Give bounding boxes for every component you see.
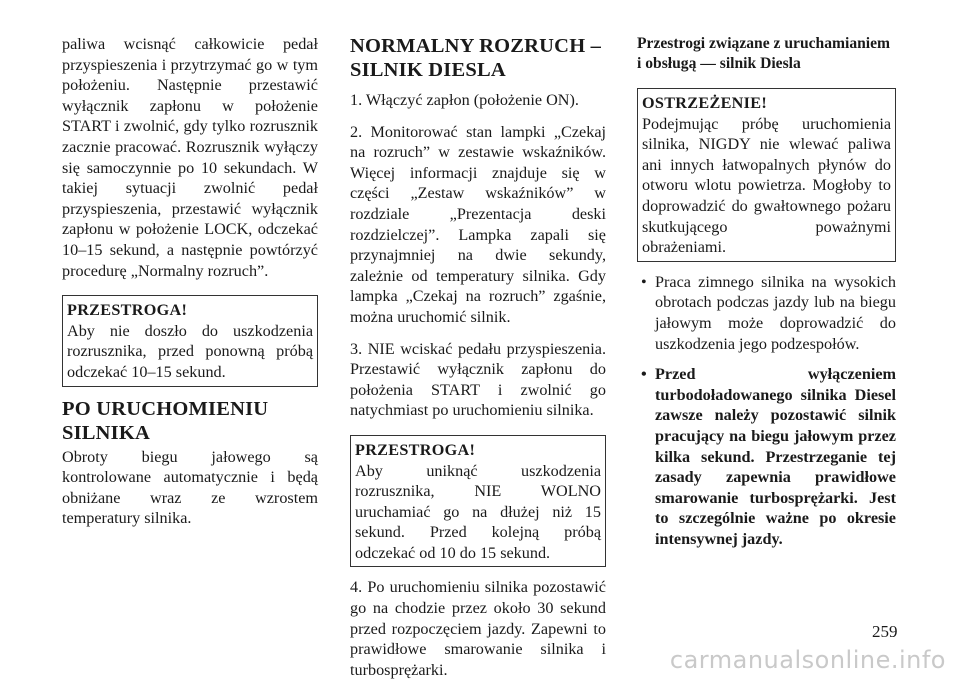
step-2: 2. Monitorować stan lampki „Czekaj na rozruch” w zestawie wskaźników. Więcej informacji znajduje się w części „Zestaw wskaźników” w rozdziale „Prezentacja deski rozdzielczej”. Lampka zapali się przynajmniej na dwie sekundy, zależnie od temperatury silnika. Gdy lampka „Czekaj na rozruch” zgaśnie, można uruchomić silnik. (350, 122, 606, 326)
section-heading-after-start: PO URUCHOMIENIU SILNIKA (62, 397, 269, 444)
list-item: • Praca zimnego silnika na wysokich obrotach podczas jazdy lub na biegu jałowym może doprowadzić do uszkodzenia jego podzespołów. (637, 272, 896, 354)
warning-title: OSTRZEŻENIE! (642, 94, 768, 112)
caution-title: PRZESTROGA! (67, 301, 188, 320)
section-heading-normal-start: NORMALNY ROZRUCH – SILNIK DIESLA (350, 35, 602, 81)
caution-text: Aby uniknąć uszkodzenia rozrusznika, NIE WOLNO uruchamiać go na dłużej niż 15 sekund. Przed kolejną próbą odczekać od 10 do 15 sekund. (355, 461, 601, 562)
caution-text: Aby nie doszło do uszkodzenia rozrusznika, przed ponowną próbą odczekać 10–15 sekund. (67, 321, 313, 381)
warning-box (637, 88, 896, 262)
precautions-list (637, 272, 896, 550)
page-number: 259 (872, 622, 898, 641)
watermark: carmanualsonline.info (669, 646, 946, 674)
subsection-heading: Przestrogi związane z uruchamianiem i obsługą — silnik Diesla (637, 35, 891, 72)
column-left (62, 34, 318, 529)
column-right (637, 34, 896, 549)
caution-box (350, 435, 606, 568)
caution-title: PRZESTROGA! (355, 440, 476, 459)
caution-box (62, 295, 318, 386)
step-1: 1. Włączyć zapłon (położenie ON). (350, 91, 579, 109)
step-4: 4. Po uruchomieniu silnika pozostawić go na chodzie przez około 30 sekund przed rozpoczęciem jazdy. Zapewni to prawidłowe smarowanie silnika i turbosprężarki. (350, 578, 606, 679)
after-start-paragraph: Obroty biegu jałowego są kontrolowane automatycznie i będą obniżane wraz ze wzrostem temperatury silnika. (62, 447, 318, 528)
continued-paragraph: paliwa wcisnąć całkowicie pedał przyspieszenia i przytrzymać go w tym położeniu. Następnie przestawić wyłącznik zapłonu w położenie START i zwolnić, gdy tylko rozrusznik zacznie pracować. Rozrusznik wyłączy się samoczynnie po 10 sekundach. W takiej sytuacji zwolnić pedał przyspieszenia, przestawić wyłącznik zapłonu w położenie LOCK, odczekać 10–15 sekund, a następnie powtórzyć procedurę „Normalny rozruch”. (62, 35, 318, 280)
list-item: • Przed wyłączeniem turbodoładowanego silnika Diesel zawsze należy pozostawić silnik pracujący na biegu jałowym przez kilka sekund. Przestrzeganie tej zasady zapewnia prawidłowe smarowanie turbosprężarki. Jest to szczególnie ważne po okresie intensywnej jazdy. (637, 364, 896, 549)
column-middle (350, 34, 606, 680)
step-3: 3. NIE wciskać pedału przyspieszenia. Przestawić wyłącznik zapłonu do położenia START i zwolnić go natychmiast po uruchomieniu silnika. (350, 339, 606, 420)
warning-text: Podejmując próbę uruchomienia silnika, NIGDY nie wlewać paliwa ani innych łatwopalnych płynów do otworu wlotu powietrza. Mogłoby to doprowadzić do gwałtownego pożaru skutkującego poważnymi obrażeniami. (642, 114, 891, 257)
